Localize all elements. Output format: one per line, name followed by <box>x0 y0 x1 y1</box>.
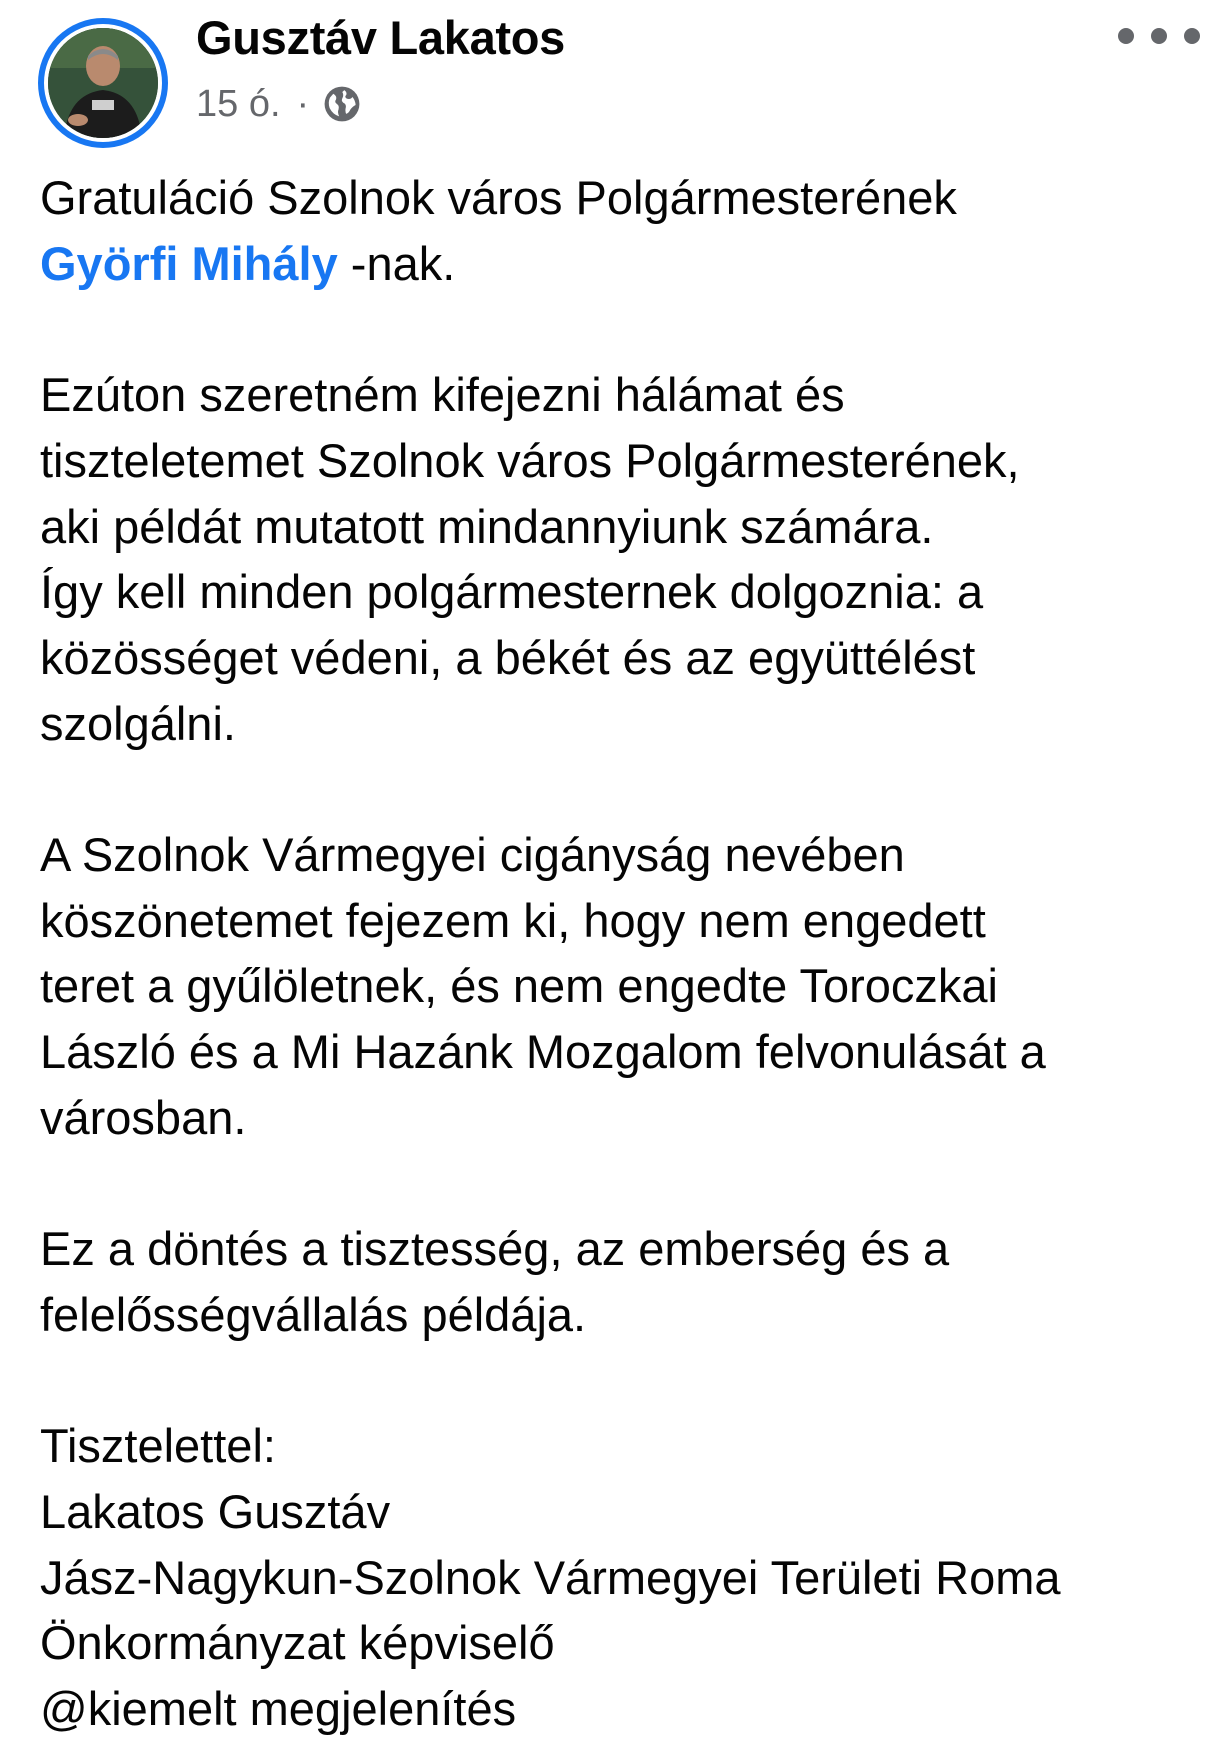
meta-separator: · <box>296 82 310 125</box>
post-meta <box>196 82 361 126</box>
globe-icon <box>323 85 361 123</box>
post-line: teret a gyűlöletnek, és nem engedte Toroczkai <box>40 959 998 1013</box>
paragraph-gap <box>40 756 1200 822</box>
post-header <box>0 0 1220 150</box>
more-horizontal-icon-dot <box>1151 28 1167 44</box>
post-line: Ez a döntés a tisztesség, az emberség és a <box>40 1222 950 1276</box>
post-timestamp[interactable]: 15 ó. <box>196 82 281 125</box>
more-horizontal-icon-dot <box>1118 28 1134 44</box>
post-line: @kiemelt megjelenítés <box>40 1682 517 1736</box>
post-text: -nak. <box>337 236 456 290</box>
post-line: Önkormányzat képviselő <box>40 1616 555 1670</box>
post-line: városban. <box>40 1090 247 1144</box>
post-line: László és a Mi Hazánk Mozgalom felvonulását a <box>40 1025 1046 1079</box>
paragraph-gap <box>40 1348 1200 1414</box>
mention-link[interactable]: Györfi Mihály <box>40 236 338 290</box>
more-horizontal-icon-dot <box>1184 28 1200 44</box>
avatar-image <box>48 28 158 138</box>
post-line: Tisztelettel: <box>40 1419 276 1473</box>
post-body <box>40 165 1200 1742</box>
more-options-button[interactable] <box>1118 14 1200 58</box>
author-name[interactable]: Gusztáv Lakatos <box>196 11 566 64</box>
post-line: köszönetemet fejezem ki, hogy nem engedett <box>40 893 986 947</box>
post-line: Gratuláció Szolnok város Polgármesterének <box>40 171 957 224</box>
post-line: aki példát mutatott mindannyiunk számára. <box>40 499 934 553</box>
paragraph-gap <box>40 1151 1200 1217</box>
post-line: Lakatos Gusztáv <box>40 1485 391 1538</box>
post-line: Jász-Nagykun-Szolnok Vármegyei Területi Roma <box>40 1550 1061 1604</box>
post-line: tiszteletemet Szolnok város Polgármesterének, <box>40 433 1020 487</box>
post-line: szolgálni. <box>40 696 236 750</box>
post-line <box>40 231 1200 297</box>
post-line: közösséget védeni, a békét és az együttélést <box>40 630 976 684</box>
post-line: A Szolnok Vármegyei cigányság nevében <box>40 828 905 881</box>
post-line: felelősségvállalás példája. <box>40 1287 587 1341</box>
avatar-photo <box>48 28 158 138</box>
post-line: Ezúton szeretném kifejezni hálámat és <box>40 368 845 422</box>
avatar[interactable] <box>38 18 168 148</box>
post-line: Így kell minden polgármesternek dolgoznia: a <box>40 565 984 619</box>
paragraph-gap <box>40 296 1200 362</box>
